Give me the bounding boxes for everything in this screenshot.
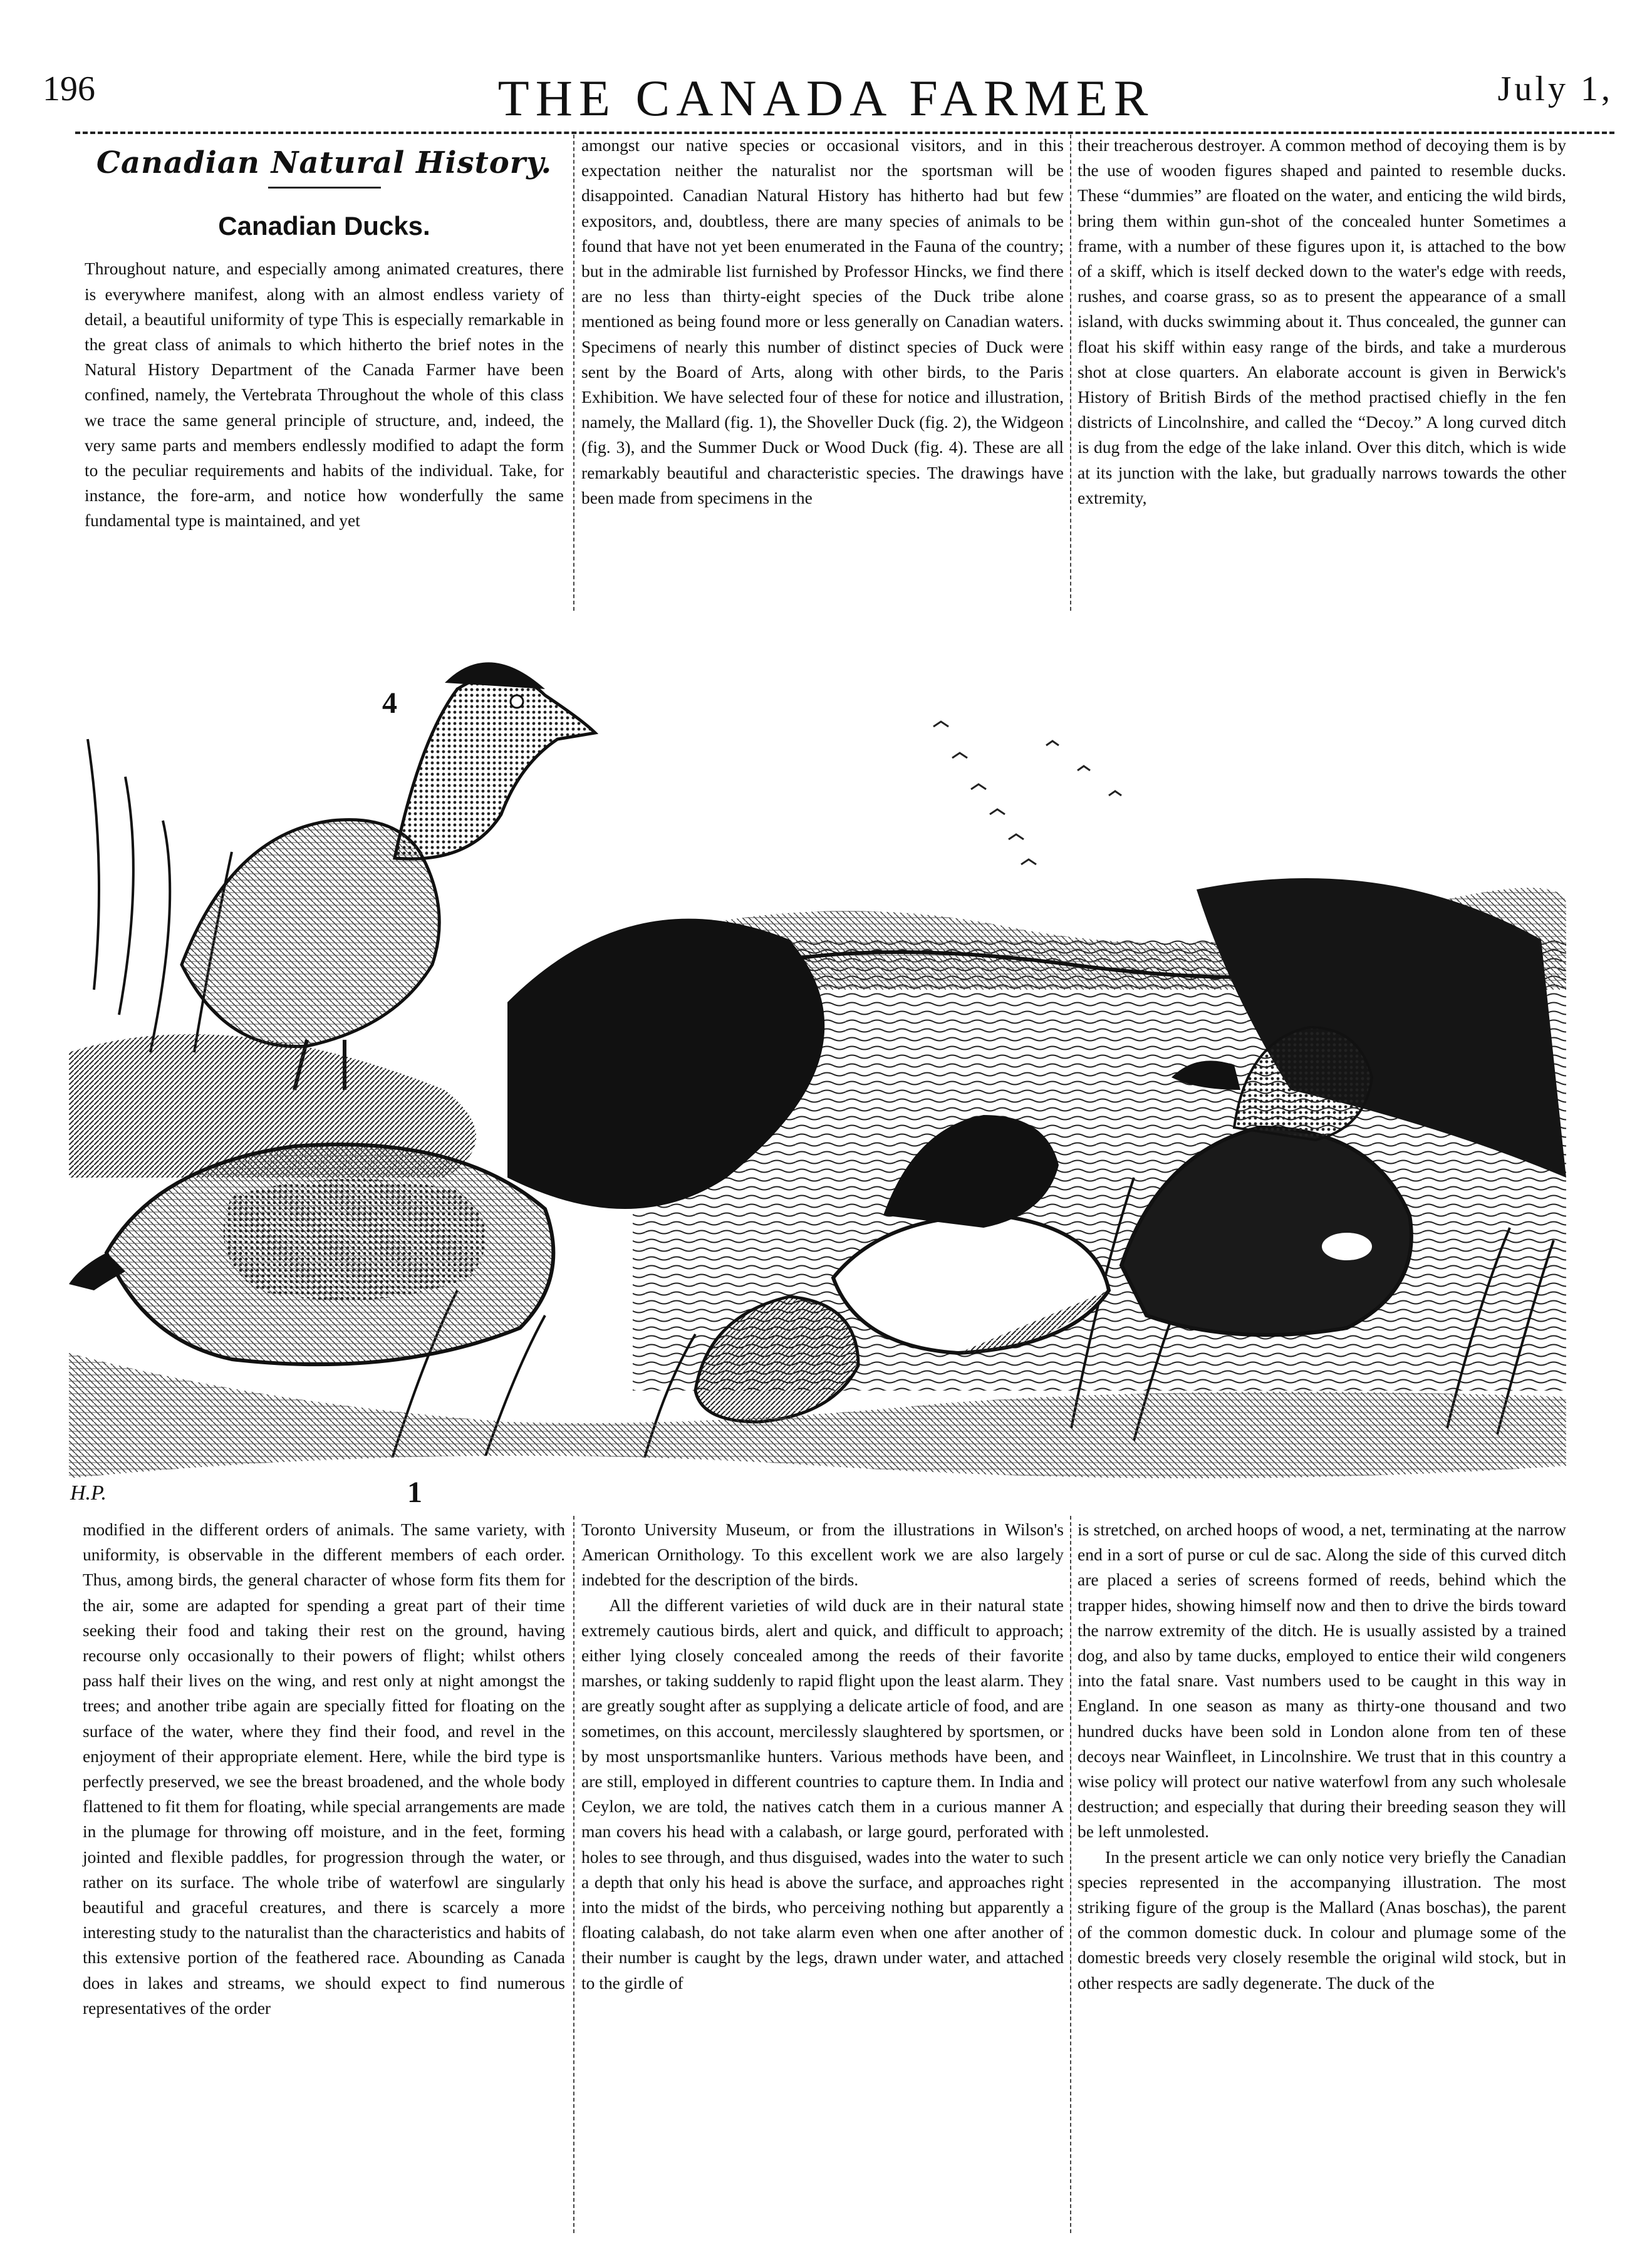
article-paragraph: their treacherous destroyer. A common method of decoying them is by the use of wooden figures shaped and painted to resemble ducks. These “dummies” are floated on the water, and enticing the wild birds, bring them within gun-shot of the concealed hunter Sometimes a frame, with a number of these figures upon it, is attached to the bow of a skiff, which is itself decked down to the water's edge with reeds, rushes, and coarse grass, so as to present the appearance of a small island, with ducks swimming about it. Thus concealed, the gunner can float his skiff within easy range of the birds, and take a murderous shot at close quarters. An elaborate account is given in Berwick's History of British Birds of the method practised chiefly in the fen districts of Lincolnshire, and called the “Decoy.” A long curved ditch is dug from the edge of the lake inland. Over this ditch, which is wide at its junction with the lake, but gradually narrows towards the other extremity, — [1078, 135, 1566, 507]
column-3-bottom — [1078, 1517, 1566, 1996]
column-divider — [573, 1516, 574, 2233]
duck-illustration — [69, 614, 1566, 1516]
page-number: 196 — [43, 70, 95, 108]
section-heading: Canadian Natural History. — [96, 145, 553, 180]
article-paragraph: In the present article we can only notice very briefly the Canadian species represented in the accompanying illustration. The most striking figure of the group is the Mallard (Anas boschas), the parent of the common domestic duck. In colour and plumage some of the domestic breeds very closely resemble the original wild stock, but in other respects are sadly degenerate. The duck of the — [1078, 1847, 1566, 1993]
figure-credit: H.P. — [70, 1481, 106, 1505]
masthead — [0, 69, 1652, 125]
column-divider — [1070, 135, 1071, 611]
article-title: Canadian Ducks. — [218, 211, 430, 241]
article-paragraph: is stretched, on arched hoops of wood, a net, terminating at the narrow end in a sort of purse or cul de sac. Along the side of this curved ditch are placed a series of screens formed of reeds, behind which the trapper hides, showing himself now and then to drive the birds toward the narrow extremity of the ditch. He is usually assisted by a trained dog, and also by tame ducks, employed to entice their wild congeners into the fatal snare. Vast numbers used to be caught in this way in England. In one season as many as thirty-one thousand and two hundred ducks have been sold in London alone from ten of these decoys near Wainfleet, in Lincolnshire. We trust that in this country a wise policy will protect our native waterfowl from any such wholesale destruction; and especially that during their breeding season they will be left unmolested. — [1078, 1520, 1566, 1842]
column-1-top — [85, 139, 564, 534]
column-2-top — [581, 133, 1064, 511]
engraving-image — [69, 614, 1566, 1516]
masthead-title: THE CANADA FARMER — [497, 70, 1155, 127]
column-3-top — [1078, 133, 1566, 511]
column-2-bottom — [581, 1517, 1064, 1996]
column-1-bottom — [83, 1517, 565, 2021]
article-paragraph: All the different varieties of wild duck are in their natural state extremely cautious birds, alert and quick, and difficult to approach; either lying closely concealed among the reeds of their favorite marshes, or taking suddenly to rapid flight upon the least alarm. They are greatly sought after as supplying a delicate article of food, and are sometimes, on this account, mercilessly slaughtered by sportsmen, or by most unsportsmanlike hunters. Various methods have been, and are still, employed in different countries to capture them. In India and Ceylon, we are told, the natives catch them in a curious manner A man covers his head with a calabash, or large gourd, perforated with holes to see through, and thus disguised, wades into the water to such a depth that only his head is above the surface, and approaches right into the midst of the birds, who perceiving nothing but apparently a floating calabash, do not take alarm even when one after another of their number is caught by the legs, drawn under water, and attached to the girdle of — [581, 1595, 1064, 1993]
article-paragraph: Throughout nature, and especially among animated creatures, there is everywhere manifest, along with an almost endless variety of detail, a beautiful uniformity of type This is especially remarkable in the great class of animals to which hitherto the brief notes in the Natural History Department of the Canada Farmer have been confined, namely, the Vertebrata Throughout the whole of this class we trace the same general principle of structure, and, indeed, the very same parts and members endlessly modified to adapt the form to the peculiar requirements and habits of the individual. Take, for instance, the fore-arm, and notice how wonderfully the same fundamental type is maintained, and yet — [85, 259, 564, 531]
column-divider — [573, 135, 574, 611]
section-rule — [268, 187, 381, 189]
issue-date: July 1, — [1497, 70, 1613, 108]
column-divider — [1070, 1516, 1071, 2233]
figure-label-4: 4 — [382, 687, 397, 720]
article-paragraph: Toronto University Museum, or from the illustrations in Wilson's American Ornithology. To this excellent work we are also largely indebted for the description of the birds. — [581, 1520, 1064, 1590]
article-paragraph: amongst our native species or occasional visitors, and in this expectation neither the naturalist nor the sportsman will be disappointed. Canadian Natural History has hitherto had but few expositors, and, doubtless, there are many species of animals to be found that have not yet been enumerated in the Fauna of the country; but in the admirable list furnished by Professor Hincks, we find there are no less than thirty-eight species of the Duck tribe alone mentioned as being found more or less generally on Canadian waters. Specimens of nearly this number of distinct species of Duck were sent by the Board of Arts, along with other birds, to the Paris Exhibition. We have selected four of these for notice and illustration, namely, the Mallard (fig. 1), the Shoveller Duck (fig. 2), the Widgeon (fig. 3), and the Summer Duck or Wood Duck (fig. 4). These are all remarkably beautiful and characteristic species. The drawings have been made from specimens in the — [581, 135, 1064, 507]
article-paragraph: modified in the different orders of animals. The same variety, with uniformity, is observable in the different members of each order. Thus, among birds, the general character of whose form fits them for the air, some are adapted for spending a great part of their time seeking their food and taking their rest on the ground, having recourse only occasionally to their powers of flight; whilst others pass half their lives on the wing, and rest only at night amongst the trees; and another tribe again are specially fitted for floating on the surface of the water, where they find their food, and revel in the enjoyment of their appropriate element. Here, while the bird type is perfectly preserved, we see the breast broadened, and the whole body flattened to fit them for floating, while special arrangements are made in the plumage for throwing off moisture, and in the feet, forming jointed and flexible paddles, for progression through the water, or rather on its surface. The whole tribe of waterfowl are singularly beautiful and graceful creatures, and there is scarcely a more interesting study to the naturalist than the characteristics and habits of this extensive portion of the feathered race. Abounding as Canada does in lakes and streams, we should expect to find numerous representatives of the order — [83, 1520, 565, 2018]
figure-label-1: 1 — [407, 1476, 422, 1509]
